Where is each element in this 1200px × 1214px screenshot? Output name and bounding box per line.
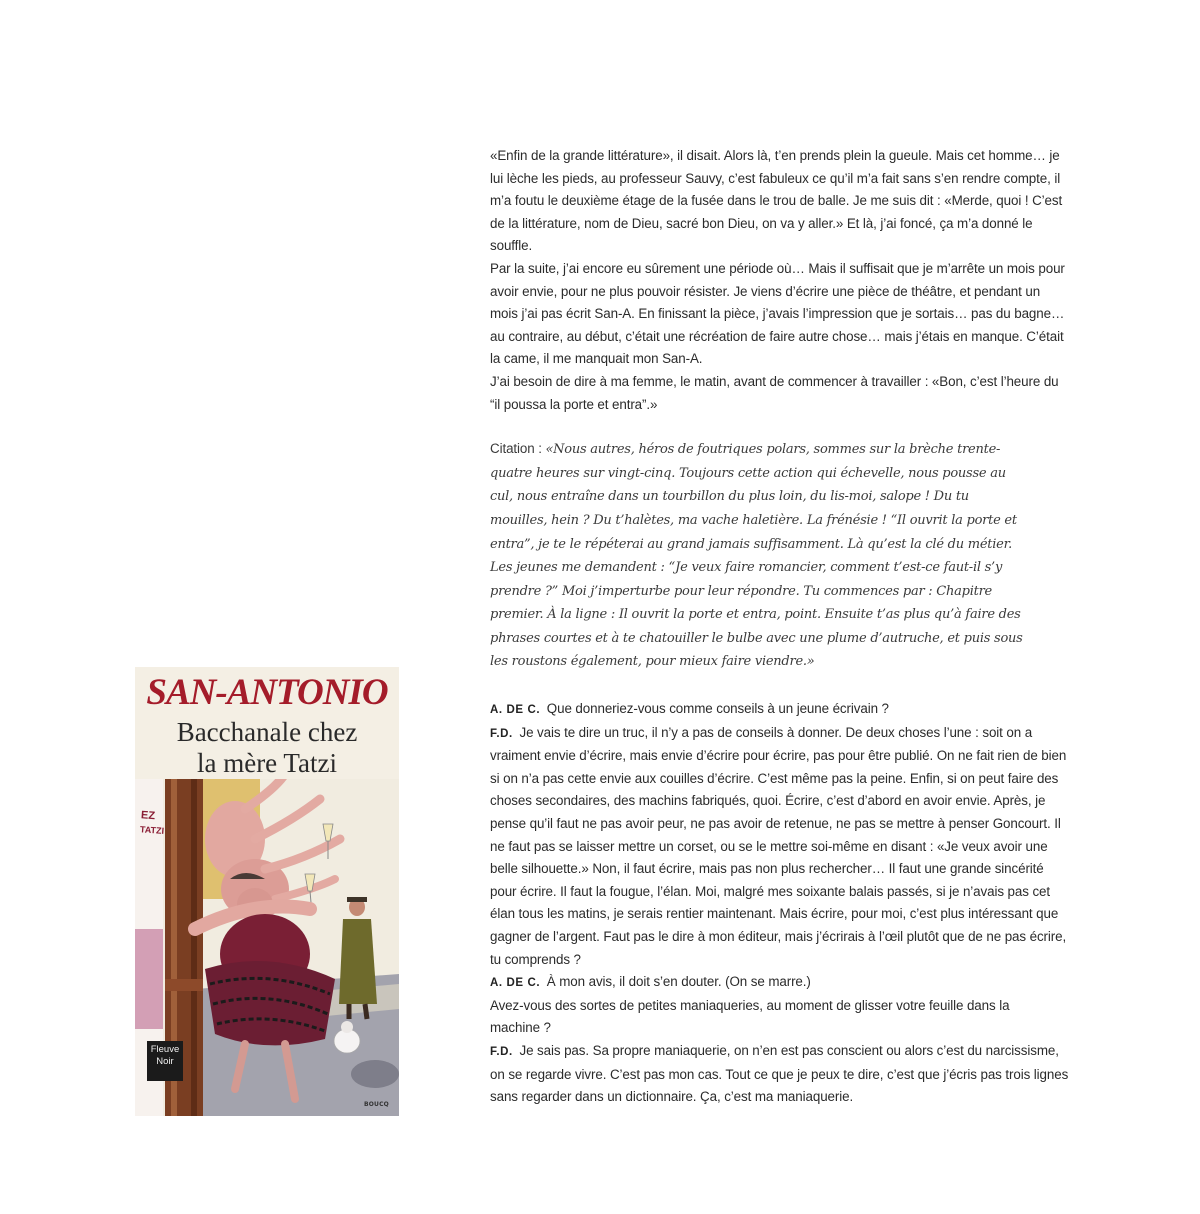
speaker-label: A. DE C. (490, 704, 541, 717)
paragraph-2: Par la suite, j’ai encore eu sûrement une période où… Mais il suffisait que je m’arrête un mois pour avoir envie, pour ne plus pouvoir résister. Je viens d’écrire une pièce de théâtre, et pendant un mois j’ai pas écrit San-A. En finissant la pièce, j’avais l’impression que je sortais… pas du bagne… au contraire, au début, c’était une récréation de faire autre chose… mais j’étais en manque. C’était la came, il me manquait mon San-A. (490, 260, 1065, 367)
paragraph-3: J’ai besoin de dire à ma femme, le matin, avant de commencer à travailler : «Bon, c’est l’heure du “il poussa la porte et entra”.» (490, 373, 1059, 412)
citation-block (490, 438, 1025, 674)
interview-text: Je sais pas. Sa propre maniaquerie, on n’en est pas conscient ou alors c’est du narcissisme, on se regarde vivre. C’est pas mon cas. Tout ce que je peux te dire, c’est que j’écris pas trois lignes sans regarder dans un dictionnaire. Ça, c’est ma maniaquerie. (490, 1042, 1069, 1105)
shop-sign-line-1: EZ (140, 809, 156, 823)
spacer (490, 674, 1070, 698)
interview-text: Avez-vous des sortes de petites maniaqueries, au moment de glisser votre feuille dans la machine ? (490, 997, 1010, 1036)
interview-line (490, 722, 1070, 972)
interview-line (490, 971, 1070, 995)
publisher-name-line-1: Fleuve (150, 1044, 180, 1055)
interview-line (490, 995, 1010, 1040)
cover-illustration (135, 779, 399, 1116)
publisher-name-line-2: Noir (156, 1056, 174, 1067)
cover-title-line-2: la mère Tatzi (196, 748, 338, 778)
speaker-label: F.D. (490, 1045, 513, 1058)
interview-text: Je vais te dire un truc, il n’y a pas de conseils à donner. De deux choses l’une : soit on a vraiment envie d’écrire, mais envie d’écrire pour écrire, pas pour être publié. On ne fait rien de bien si on n’a pas cette envie aux couilles d’écrire. C’est même pas la peine. Enfin, si on peut faire des choses secondaires, des machins fabriqués, quoi. Écrire, c’est d’abord en avoir envie. Après, je pense qu’il faut ne pas avoir peur, ne pas avoir de retenue, ne pas se mettre à penser Goncourt. Il ne faut pas se laisser mettre un corset, ou se le mettre soi-même en disant : «Je veux avoir une belle silhouette.» Non, il faut écrire, mais pas non plus rechercher… Il faut une grande sincérité pour écrire. Il faut la fougue, l’élan. Moi, malgré mes soixante balais passés, si je n’avais pas cet élan tous les matins, je serais rentier maintenant. Mais écrire, pour moi, c’est plus intéressant que gagner de l’argent. Faut pas le dire à mon éditeur, mais j’écrirais à l’œil plutôt que de ne pas écrire, tu comprends ? (490, 724, 1067, 967)
cover-title-line-1: Bacchanale chez (176, 717, 358, 747)
shop-sign-line-2: TATZI (139, 824, 165, 836)
spacer (490, 416, 1070, 438)
book-cover-image (135, 667, 399, 1116)
interview-text: Que donneriez-vous comme conseils à un jeune écrivain ? (546, 701, 889, 717)
interview-line (490, 1040, 1070, 1109)
speaker-label: F.D. (490, 727, 513, 740)
interview-line (490, 698, 1070, 722)
cover-book-title (135, 717, 399, 779)
publisher-logo (147, 1041, 183, 1081)
interview-text: À mon avis, il doit s’en douter. (On se marre.) (546, 974, 811, 990)
article-text-column (490, 145, 1070, 1109)
speaker-label: A. DE C. (490, 977, 541, 990)
cover-series-title: SAN-ANTONIO (146, 672, 388, 713)
illustrator-signature: BOUCQ (363, 1101, 389, 1108)
paragraph-1: «Enfin de la grande littérature», il disait. Alors là, t’en prends plein la gueule. Mais cet homme… je lui lèche les pieds, au professeur Sauvy, c’est fabuleux ce qu’il m’a fait sans s’en rendre compte, il m’a foutu le deuxième étage de la fusée dans le trou de balle. Je me suis dit : «Merde, quoi ! C’est de la littérature, nom de Dieu, sacré bon Dieu, on va y aller.» Et là, j’ai foncé, ça m’a donné le souffle. (490, 148, 1063, 254)
citation-quote: «Nous autres, héros de foutriques polars, sommes sur la brèche trente-quatre heures sur vingt-cinq. Toujours cette action qui échevelle, nous pousse au cul, nous entraîne dans un tourbillon du plus loin, du lis-moi, salope ! Du tu mouilles, hein ? Du t’halètes, ma vache haletière. La frénésie ! “Il ouvrit la porte et entra”, je te le répéterai au grand jamais suffisamment. Là qu’est la clé du métier. Les jeunes me demandent : “Je veux faire romancier, comment t’est-ce faut-il s’y prendre ?” Moi j’imperturbe pour leur répondre. Tu commences par : Chapitre premier. À la ligne : Il ouvrit la porte et entra, point. Ensuite t’as plus qu’à faire des phrases courtes et à te chatouiller le bulbe avec une plume d’autruche, et puis sous les roustons également, pour mieux faire viendre.» (490, 442, 1023, 670)
citation-label: Citation : (490, 441, 546, 457)
